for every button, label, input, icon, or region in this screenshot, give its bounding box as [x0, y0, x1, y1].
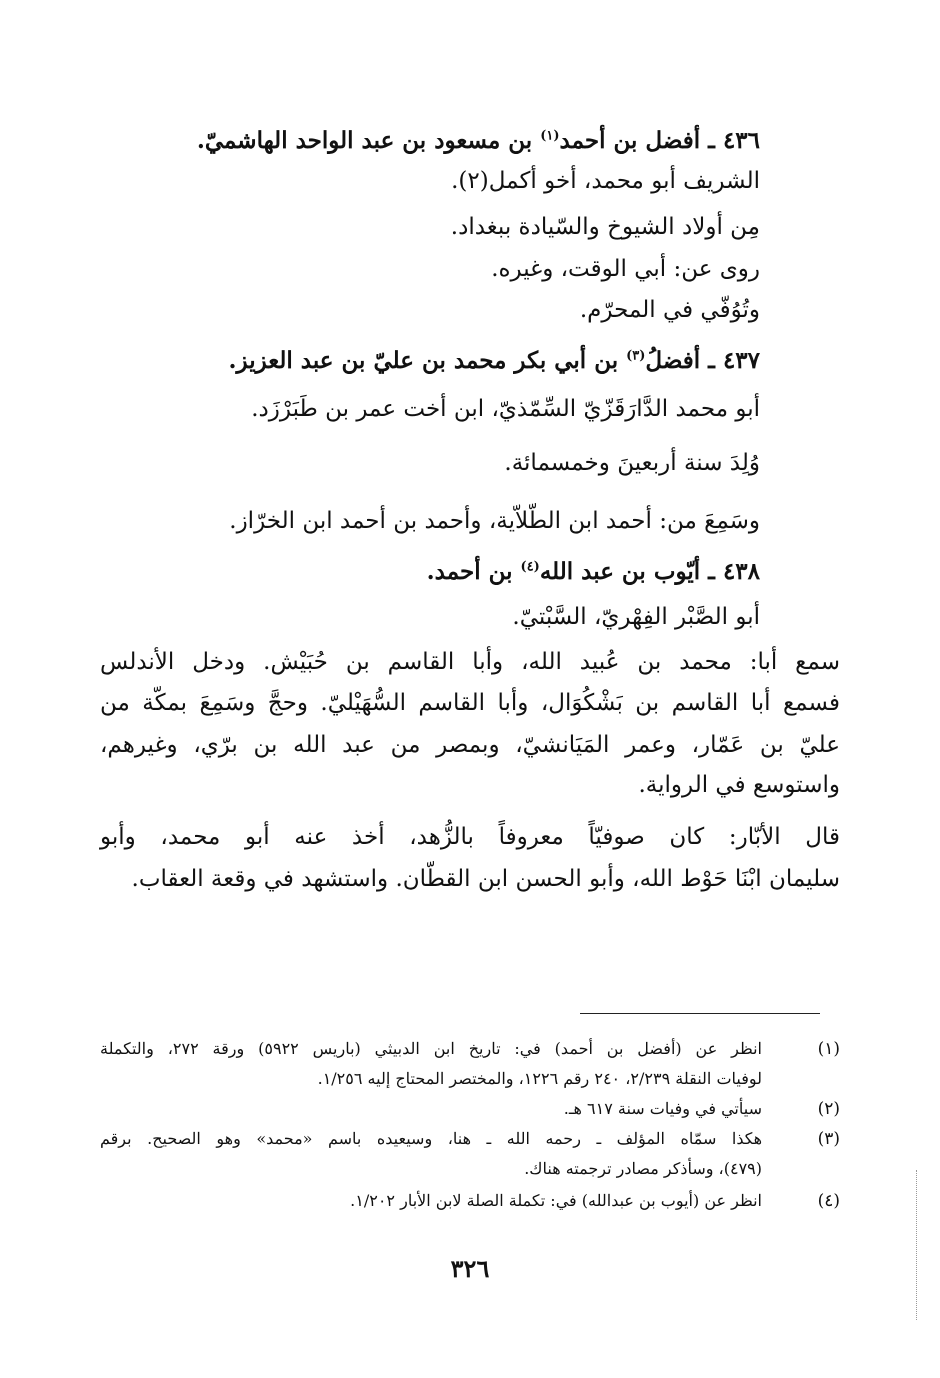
entry-436-heading: ٤٣٦ ـ أفضل بن أحمد$^{(١)}$ بن مسعود بن عبد الواحد الهاشميّ.	[196, 127, 760, 154]
entry-name: أفضلُ	[645, 347, 701, 374]
entry-437-line-1: أبو محمد الدَّارَقَزّيّ السِّمّذيّ، ابن أخت عمر بن طَبَرْزَد.	[251, 396, 760, 422]
entry-438-para2-line-2: سليمان ابْنَا حَوْط الله، وأبو الحسن ابن القطّان. واستشهد في وقعة العقاب.	[131, 866, 840, 892]
footnote-3-line-1: هكذا سمّاه المؤلف ـ رحمه الله ـ هنا، وسيعيده باسم «محمد» وهو الصحيح. برقم	[100, 1129, 762, 1148]
entry-436-line-4: وتُوُفّي في المحرّم.	[579, 297, 760, 323]
entry-437-heading: ٤٣٧ ـ أفضلُ$^{(٣)}$ بن أبي بكر محمد بن عليّ بن عبد العزيز.	[228, 347, 760, 374]
scan-edge-artifact	[916, 1170, 921, 1320]
footnote-1-line-1: انظر عن (أفضل بن أحمد) في: تاريخ ابن الدبيثي (باريس ٥٩٢٢) ورقة ٢٧٢، والتكملة	[100, 1039, 762, 1058]
entry-438-heading: ٤٣٨ ـ أيّوب بن عبد الله$^{(٤)}$ بن أحمد.	[426, 558, 760, 585]
entry-436-line-2: مِن أولاد الشيوخ والسّيادة ببغداد.	[450, 214, 760, 240]
entry-lineage: بن أبي بكر محمد بن عليّ بن عبد العزيز.	[228, 347, 619, 374]
entry-436-line-3: روى عن: أبي الوقت، وغيره.	[491, 256, 760, 282]
entry-438-para1-line-1: سمع أبا: محمد بن عُبيد الله، وأبا القاسم بن حُبَيْش. ودخل الأندلس	[100, 649, 840, 675]
entry-number: ٤٣٦	[722, 127, 760, 154]
entry-438-para1-line-3: عليّ بن عَمّار، وعمر المَيَانشيّ، وبمصر من عبد الله بن برّي، وغيرهم،	[100, 732, 840, 758]
entry-438-para2-line-1: قال الأبّار: كان صوفيّاً معروفاً بالزُّهد، أخذ عنه أبو محمد، وأبو	[100, 824, 840, 850]
entry-lineage: بن أحمد.	[426, 558, 513, 585]
footnote-1-line-2: لوفيات النقلة ٢/٢٣٩، ٢٤٠ رقم ١٢٢٦، والمختصر المحتاج إليه ١/٢٥٦.	[317, 1069, 762, 1088]
entry-438-para1-line-4: واستوسع في الرواية.	[638, 772, 840, 798]
entry-name: أيّوب بن عبد الله	[539, 558, 701, 585]
page-number: ٣٢٦	[450, 1254, 490, 1283]
footnote-ref: (١)	[540, 128, 560, 144]
entry-437-line-2: وُلِدَ سنة أربعينَ وخمسمائة.	[504, 450, 760, 476]
entry-437-line-3: وسَمِعَ من: أحمد ابن الطّلاّية، وأحمد بن أحمد ابن الخرّاز.	[229, 508, 760, 534]
footnote-ref: (٣)	[626, 348, 646, 364]
entry-name: أفضل بن أحمد	[559, 127, 701, 154]
entry-lineage: بن مسعود بن عبد الواحد الهاشميّ.	[196, 127, 533, 154]
footnote-2-line-1: سيأتي في وفيات سنة ٦١٧ هـ.	[563, 1099, 762, 1118]
entry-438-para1-line-2: فسمع أبا القاسم بن بَشْكُوَال، وأبا القاسم السُّهَيْليّ. وحجَّ وسَمِعَ بمكّة من	[100, 690, 840, 716]
footnote-1-number: (١)	[817, 1039, 840, 1059]
entry-number: ٤٣٨	[722, 558, 760, 585]
entry-436-line-1: الشريف أبو محمد، أخو أكمل(٢).	[451, 168, 760, 194]
entry-438-line-1: أبو الصَّبْر الفِهْريّ، السَّبْتيّ.	[512, 604, 760, 630]
footnote-separator	[580, 1013, 820, 1014]
footnote-2-number: (٢)	[817, 1099, 840, 1119]
entry-number: ٤٣٧	[722, 347, 760, 374]
footnote-4-line-1: انظر عن (أيوب بن عبدالله) في: تكملة الصلة لابن الأبار ١/٢٠٢.	[350, 1191, 762, 1210]
footnote-3-line-2: (٤٧٩)، وسأذكر مصادر ترجمته هناك.	[524, 1159, 762, 1178]
footnote-ref: (٤)	[520, 559, 540, 575]
footnote-4-number: (٤)	[817, 1191, 840, 1211]
footnote-3-number: (٣)	[817, 1129, 840, 1149]
